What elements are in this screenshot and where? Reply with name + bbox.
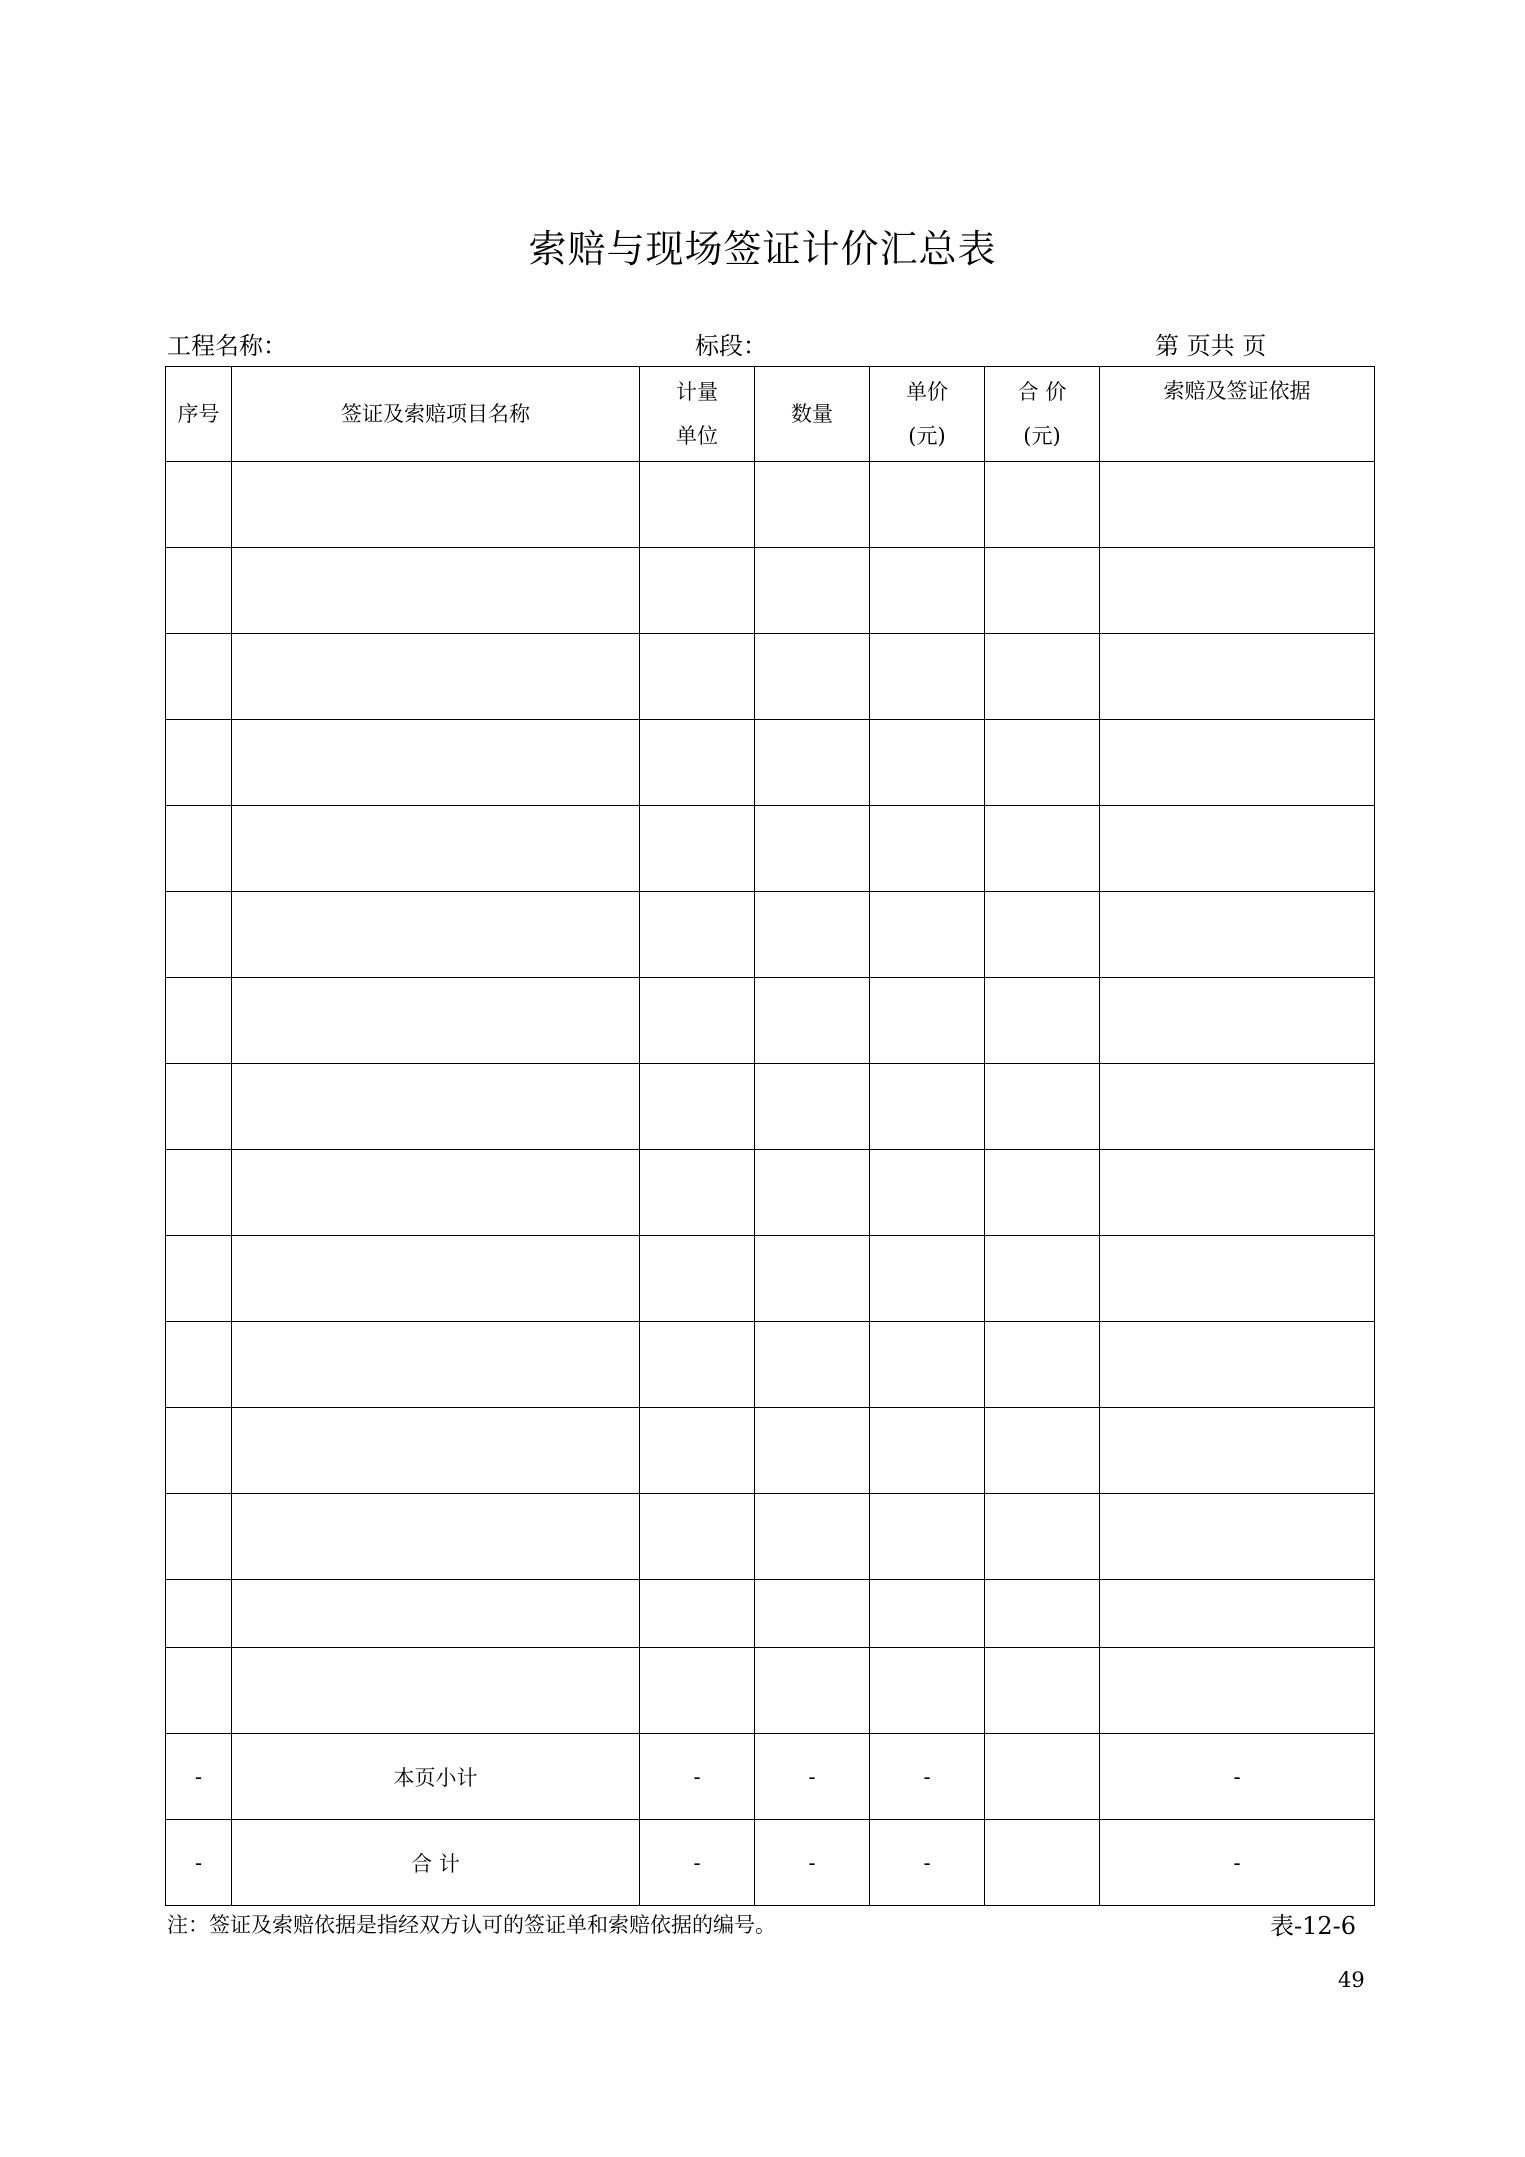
cell-item-name[interactable]: [232, 892, 640, 978]
cell-basis[interactable]: [1100, 806, 1375, 892]
table-row: [166, 1236, 1375, 1322]
header-unit: [640, 367, 755, 462]
cell-seq[interactable]: [166, 720, 232, 806]
cell-seq[interactable]: [166, 1494, 232, 1580]
cell-item-name[interactable]: [232, 806, 640, 892]
table-row: [166, 806, 1375, 892]
cell-seq[interactable]: [166, 548, 232, 634]
cell-unit[interactable]: [640, 1236, 755, 1322]
cell-item-name[interactable]: [232, 462, 640, 548]
cell-unit-price[interactable]: [870, 1150, 985, 1236]
cell-total-price[interactable]: [985, 1580, 1100, 1648]
cell-total-price[interactable]: [985, 806, 1100, 892]
subtotal-label: 本页小计: [232, 1734, 640, 1820]
header-unit-line1: 计量: [676, 380, 718, 404]
cell-total-price[interactable]: [985, 1648, 1100, 1734]
cell-quantity[interactable]: [755, 634, 870, 720]
cell-basis[interactable]: [1100, 1322, 1375, 1408]
cell-unit[interactable]: [640, 978, 755, 1064]
table-row: [166, 1064, 1375, 1150]
cell-item-name[interactable]: [232, 1408, 640, 1494]
cell-total-price[interactable]: [985, 462, 1100, 548]
table-row: [166, 1580, 1375, 1648]
cell-unit[interactable]: [640, 720, 755, 806]
form-title: 索赔与现场签证计价汇总表: [528, 227, 997, 271]
table-row: [166, 462, 1375, 548]
cell-unit-price[interactable]: [870, 1580, 985, 1648]
cell-quantity[interactable]: [755, 1322, 870, 1408]
cell-unit[interactable]: [640, 1494, 755, 1580]
cell-seq[interactable]: [166, 1236, 232, 1322]
cell-unit-price[interactable]: [870, 634, 985, 720]
cell-item-name[interactable]: [232, 1236, 640, 1322]
cell-quantity[interactable]: [755, 1064, 870, 1150]
header-unit-price-line1: 单价: [906, 380, 948, 404]
cell-unit[interactable]: [640, 1322, 755, 1408]
cell-unit[interactable]: [640, 1580, 755, 1648]
cell-unit-price[interactable]: [870, 548, 985, 634]
grand-total-total-price[interactable]: [985, 1820, 1100, 1906]
subtotal-seq: -: [166, 1734, 232, 1820]
cell-unit-price[interactable]: [870, 1494, 985, 1580]
cell-unit-price[interactable]: [870, 1322, 985, 1408]
cell-unit[interactable]: [640, 462, 755, 548]
cell-basis[interactable]: [1100, 1064, 1375, 1150]
table-row: [166, 1408, 1375, 1494]
page-count-label: 第 页共 页: [1155, 332, 1267, 360]
cell-item-name[interactable]: [232, 1150, 640, 1236]
cell-total-price[interactable]: [985, 1150, 1100, 1236]
cell-unit-price[interactable]: [870, 1648, 985, 1734]
section-label: 标段：: [695, 332, 767, 360]
table-row: [166, 892, 1375, 978]
cell-seq[interactable]: [166, 1580, 232, 1648]
cell-total-price[interactable]: [985, 1236, 1100, 1322]
cell-quantity[interactable]: [755, 462, 870, 548]
cell-item-name[interactable]: [232, 1494, 640, 1580]
table-row: [166, 1648, 1375, 1734]
cell-total-price[interactable]: [985, 978, 1100, 1064]
cell-seq[interactable]: [166, 1408, 232, 1494]
table-row: [166, 1494, 1375, 1580]
grand-total-unit: -: [640, 1820, 755, 1906]
cell-unit-price[interactable]: [870, 1408, 985, 1494]
cell-total-price[interactable]: [985, 892, 1100, 978]
subtotal-quantity: -: [755, 1734, 870, 1820]
cell-basis[interactable]: [1100, 720, 1375, 806]
header-unit-line2: 单位: [676, 424, 718, 448]
cell-item-name[interactable]: [232, 1322, 640, 1408]
cell-quantity[interactable]: [755, 1580, 870, 1648]
header-total-price-line2: (元): [1023, 424, 1061, 448]
cell-unit[interactable]: [640, 892, 755, 978]
cell-seq[interactable]: [166, 1064, 232, 1150]
header-seq: 序号: [166, 367, 232, 462]
header-total-price: [985, 367, 1100, 462]
claims-summary-table: [165, 366, 1375, 1906]
cell-quantity[interactable]: [755, 806, 870, 892]
cell-unit[interactable]: [640, 634, 755, 720]
page-number: 49: [1338, 1968, 1365, 1992]
cell-basis[interactable]: [1100, 1580, 1375, 1648]
table-row: [166, 978, 1375, 1064]
cell-unit-price[interactable]: [870, 892, 985, 978]
table-number: 表-12-6: [1270, 1912, 1357, 1940]
cell-quantity[interactable]: [755, 978, 870, 1064]
cell-quantity[interactable]: [755, 1408, 870, 1494]
cell-unit-price[interactable]: [870, 806, 985, 892]
cell-unit[interactable]: [640, 1150, 755, 1236]
cell-quantity[interactable]: [755, 720, 870, 806]
cell-item-name[interactable]: [232, 720, 640, 806]
header-unit-price: [870, 367, 985, 462]
subtotal-row: [166, 1734, 1375, 1820]
cell-quantity[interactable]: [755, 892, 870, 978]
subtotal-basis: -: [1100, 1734, 1375, 1820]
footnote: 注：签证及索赔依据是指经双方认可的签证单和索赔依据的编号。: [167, 1913, 776, 1937]
cell-total-price[interactable]: [985, 1322, 1100, 1408]
header-row: [166, 367, 1375, 462]
cell-unit[interactable]: [640, 1408, 755, 1494]
header-total-price-line1: 合 价: [1017, 380, 1067, 404]
cell-total-price[interactable]: [985, 1408, 1100, 1494]
cell-unit-price[interactable]: [870, 1236, 985, 1322]
cell-seq[interactable]: [166, 978, 232, 1064]
grand-total-quantity: -: [755, 1820, 870, 1906]
table-row: [166, 1322, 1375, 1408]
cell-basis[interactable]: [1100, 462, 1375, 548]
grand-total-unit-price: -: [870, 1820, 985, 1906]
header-unit-price-line2: (元): [908, 424, 946, 448]
cell-item-name[interactable]: [232, 1580, 640, 1648]
cell-item-name[interactable]: [232, 978, 640, 1064]
cell-basis[interactable]: [1100, 1494, 1375, 1580]
cell-quantity[interactable]: [755, 1648, 870, 1734]
cell-basis[interactable]: [1100, 634, 1375, 720]
cell-basis[interactable]: [1100, 1648, 1375, 1734]
cell-seq[interactable]: [166, 806, 232, 892]
cell-seq[interactable]: [166, 462, 232, 548]
cell-item-name[interactable]: [232, 548, 640, 634]
cell-unit[interactable]: [640, 1064, 755, 1150]
cell-basis[interactable]: [1100, 1236, 1375, 1322]
project-name-label: 工程名称：: [167, 332, 287, 360]
cell-total-price[interactable]: [985, 1494, 1100, 1580]
cell-total-price[interactable]: [985, 1064, 1100, 1150]
cell-seq[interactable]: [166, 634, 232, 720]
cell-unit-price[interactable]: [870, 978, 985, 1064]
cell-unit[interactable]: [640, 806, 755, 892]
cell-quantity[interactable]: [755, 1236, 870, 1322]
cell-item-name[interactable]: [232, 1064, 640, 1150]
cell-basis[interactable]: [1100, 548, 1375, 634]
subtotal-unit-price: -: [870, 1734, 985, 1820]
cell-unit-price[interactable]: [870, 462, 985, 548]
grand-total-label: 合 计: [232, 1820, 640, 1906]
cell-seq[interactable]: [166, 1322, 232, 1408]
cell-unit-price[interactable]: [870, 1064, 985, 1150]
cell-quantity[interactable]: [755, 1150, 870, 1236]
cell-total-price[interactable]: [985, 548, 1100, 634]
cell-item-name[interactable]: [232, 634, 640, 720]
grand-total-seq: -: [166, 1820, 232, 1906]
header-item-name: 签证及索赔项目名称: [232, 367, 640, 462]
table-row: [166, 720, 1375, 806]
grand-total-basis: -: [1100, 1820, 1375, 1906]
header-quantity: 数量: [755, 367, 870, 462]
grand-total-row: [166, 1820, 1375, 1906]
table-row: [166, 634, 1375, 720]
cell-seq[interactable]: [166, 892, 232, 978]
table-row: [166, 548, 1375, 634]
cell-unit-price[interactable]: [870, 720, 985, 806]
cell-basis[interactable]: [1100, 892, 1375, 978]
subtotal-unit: -: [640, 1734, 755, 1820]
table-row: [166, 1150, 1375, 1236]
cell-unit[interactable]: [640, 1648, 755, 1734]
cell-quantity[interactable]: [755, 1494, 870, 1580]
cell-basis[interactable]: [1100, 1408, 1375, 1494]
cell-basis[interactable]: [1100, 1150, 1375, 1236]
cell-item-name[interactable]: [232, 1648, 640, 1734]
cell-seq[interactable]: [166, 1150, 232, 1236]
cell-basis[interactable]: [1100, 978, 1375, 1064]
cell-unit[interactable]: [640, 548, 755, 634]
cell-total-price[interactable]: [985, 634, 1100, 720]
subtotal-total-price[interactable]: [985, 1734, 1100, 1820]
cell-quantity[interactable]: [755, 548, 870, 634]
cell-total-price[interactable]: [985, 720, 1100, 806]
header-basis: 索赔及签证依据: [1100, 367, 1375, 462]
cell-seq[interactable]: [166, 1648, 232, 1734]
